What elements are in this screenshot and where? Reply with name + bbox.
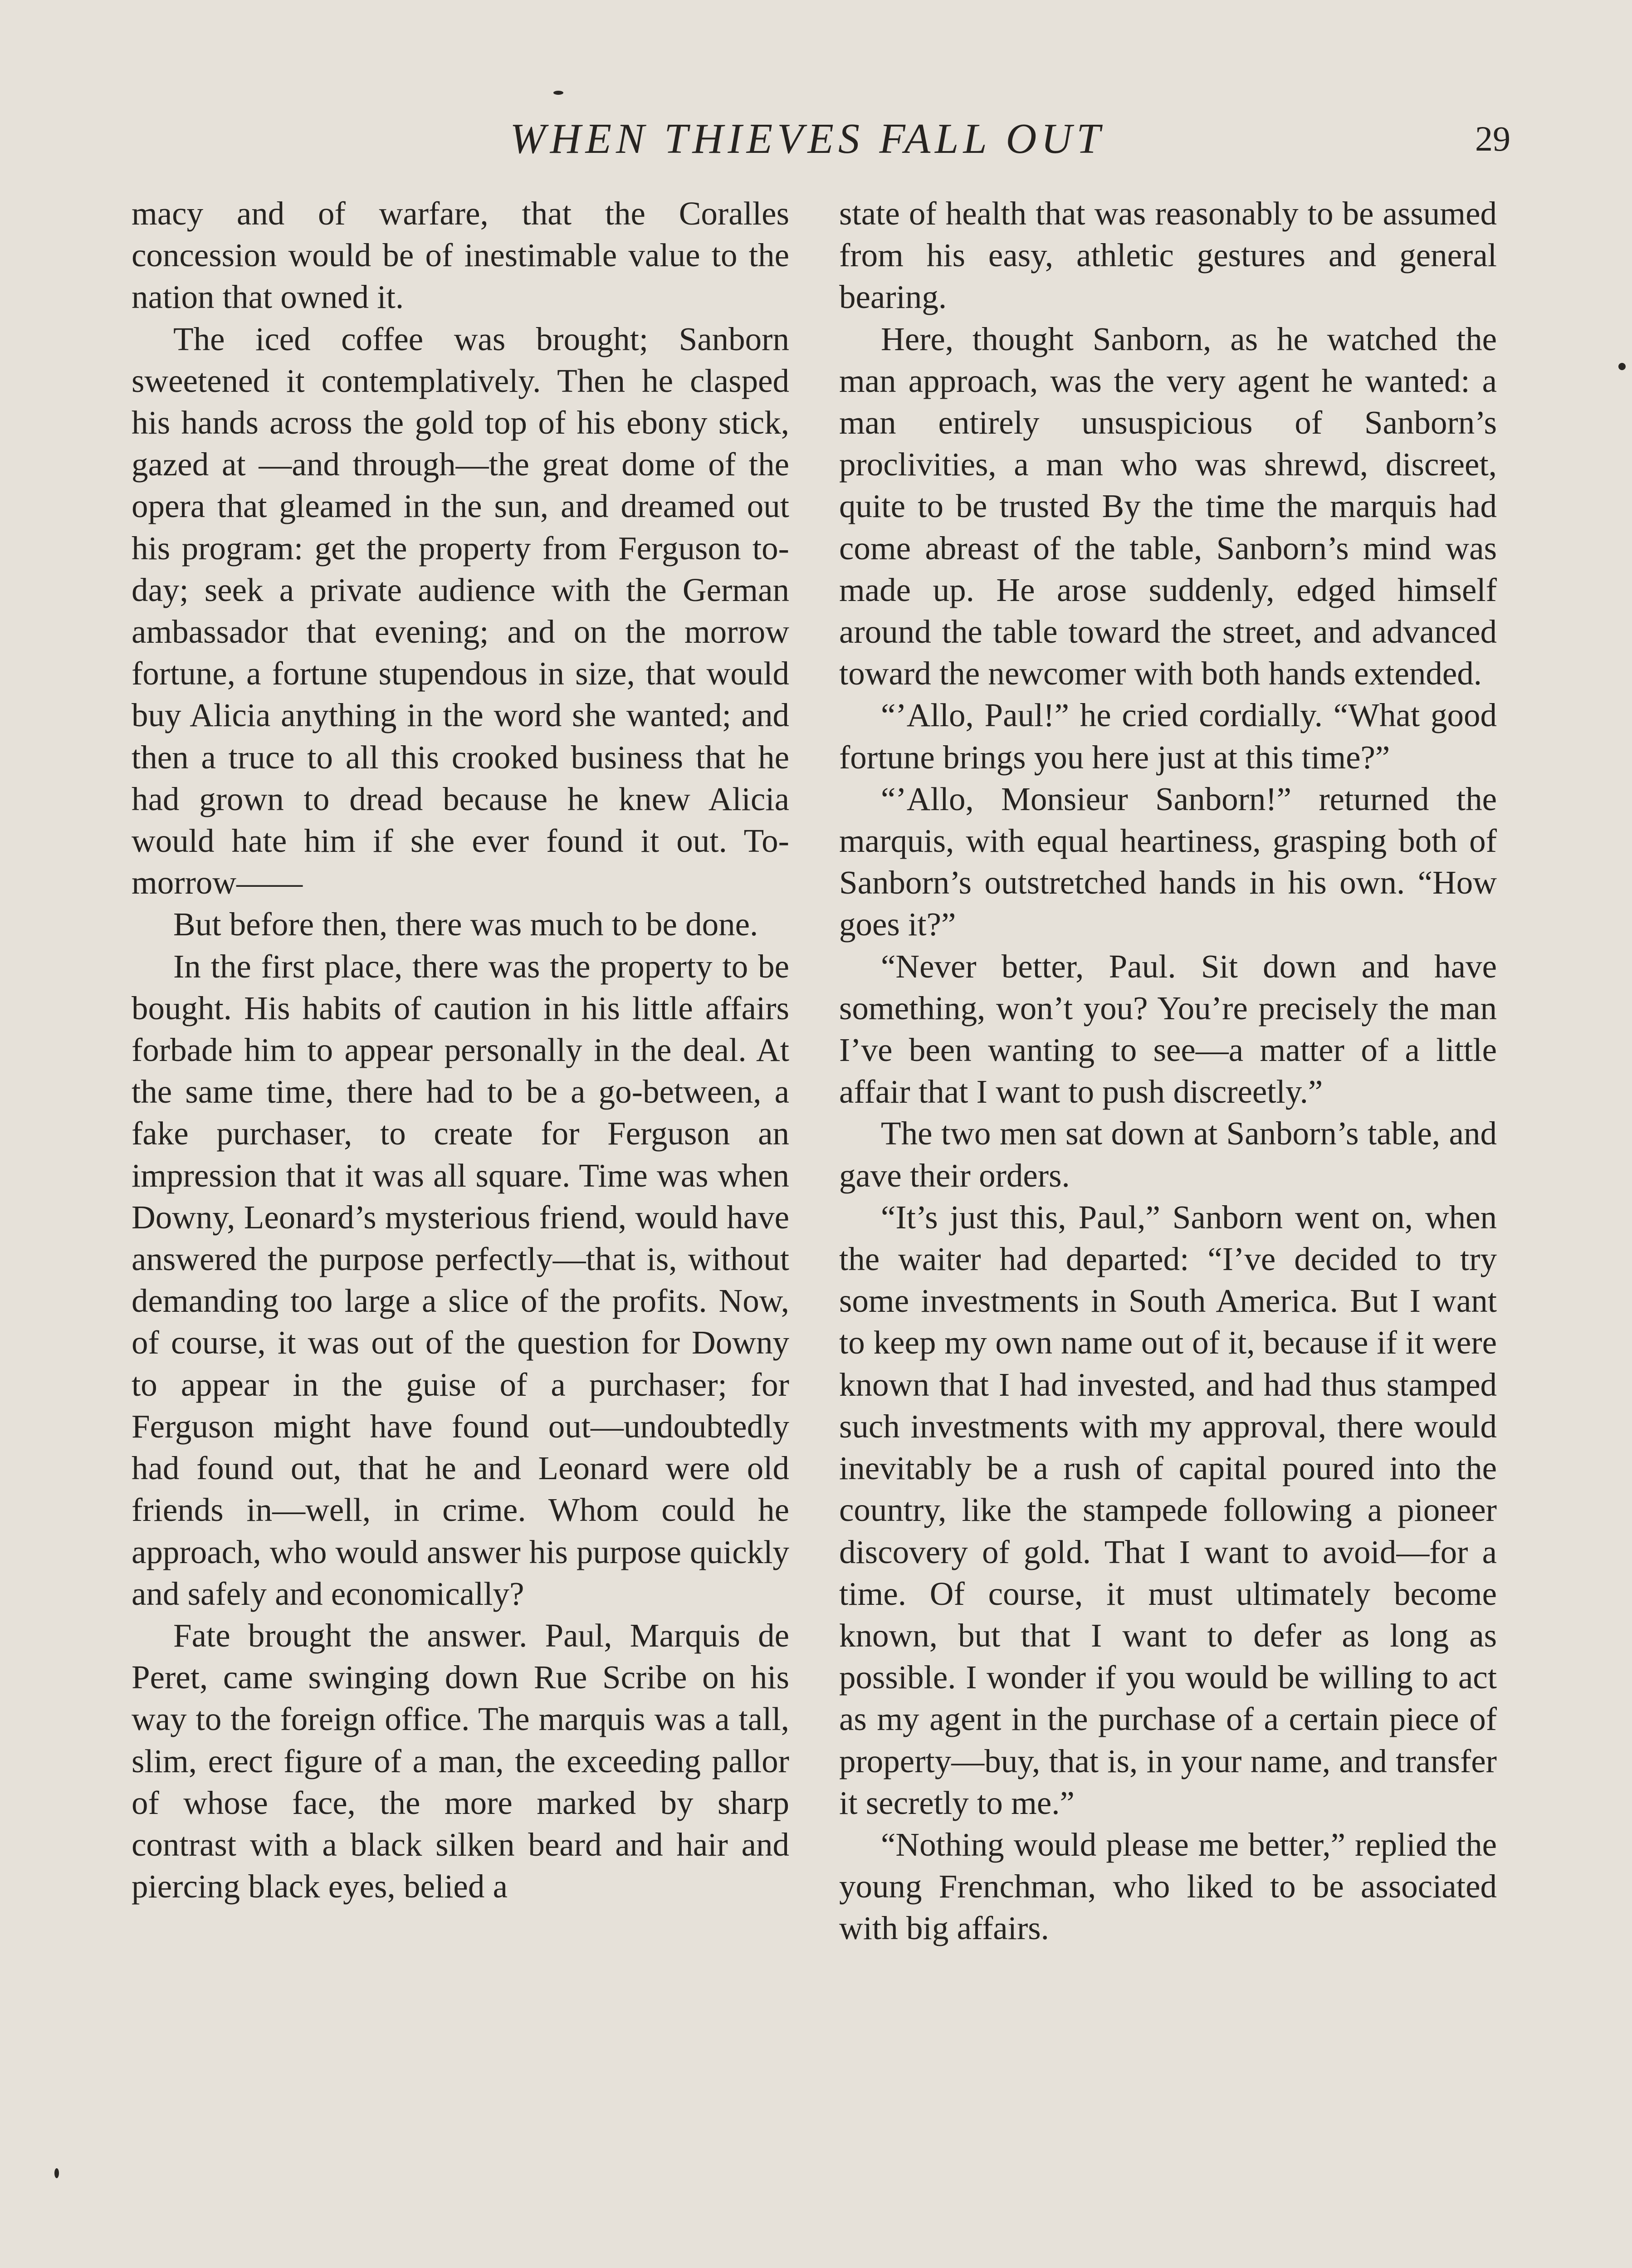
running-title: WHEN THIEVES FALL OUT — [510, 115, 1105, 162]
paragraph: “It’s just this, Paul,” Sanborn went on, when the waiter had departed: “I’ve decided to try some investments in South America. But I want to keep my own name out of it, because if it were known that I had invested, and had thus stamped such investments with my approval, there would inevitably be a rush of capital poured into the country, like the stampede following a pioneer discovery of gold. That I want to avoid—for a time. Of course, it must ultimately become known, but that I want to defer as long as possible. I wonder if you would be willing to act as my agent in the purchase of a certain piece of property—buy, that is, in your name, and transfer it secretly to me.” — [839, 1198, 1497, 1821]
ink-speck — [1618, 363, 1626, 370]
paragraph: macy and of warfare, that the Coralles concession would be of inestimable value to the nation that owned it. — [132, 195, 789, 316]
ink-speck — [553, 91, 563, 95]
right-column — [839, 193, 1497, 2268]
paragraph: “’Allo, Paul!” he cried cordially. “What good fortune brings you here just at this time?” — [839, 697, 1497, 776]
paragraph: state of health that was reasonably to be assumed from his easy, athletic gestures and general bearing. — [839, 195, 1497, 316]
paragraph: The two men sat down at Sanborn’s table, and gave their orders. — [839, 1115, 1497, 1194]
left-column — [132, 193, 789, 2268]
paragraph: In the first place, there was the property to be bought. His habits of caution in his little affairs forbade him to appear personally in the deal. At the same time, there had to be a go-between, a fake purchaser, to create for Ferguson an impression that it was all square. Time was when Downy, Leonard’s mysterious friend, would have answered the purpose perfectly—that is, without demanding too large a slice of the profits. Now, of course, it was out of the question for Downy to appear in the guise of a purchaser; for Ferguson might have found out—undoubtedly had found out, that he and Leonard were old friends in—well, in crime. Whom could he approach, who would answer his purpose quickly and safely and economically? — [132, 948, 789, 1612]
page-number: 29 — [1475, 119, 1510, 158]
paragraph: “Nothing would please me better,” replied the young Frenchman, who liked to be associated with big affairs. — [839, 1826, 1497, 1947]
paragraph: The iced coffee was brought; Sanborn sweetened it contemplatively. Then he clasped his hands across the gold top of his ebony stick, gazed at —and through—the great dome of the opera that gleamed in the sun, and dreamed out his program: get the property from Ferguson to-day; seek a private audience with the German ambassador that evening; and on the morrow fortune, a fortune stupendous in size, that would buy Alicia anything in the word she wanted; and then a truce to all this crooked business that he had grown to dread because he knew Alicia would hate him if she ever found it out. To-morrow—— — [132, 320, 789, 901]
paragraph: “’Allo, Monsieur Sanborn!” returned the marquis, with equal heartiness, grasping both of Sanborn’s outstretched hands in his own. “How goes it?” — [839, 780, 1497, 943]
paragraph: But before then, there was much to be done. — [173, 906, 758, 943]
page-header — [0, 112, 1632, 166]
ink-speck — [54, 2168, 59, 2178]
paragraph: Fate brought the answer. Paul, Marquis de Peret, came swinging down Rue Scribe on his way to the foreign office. The marquis was a tall, slim, erect figure of a man, the exceeding pallor of whose face, the more marked by sharp contrast with a black silken beard and hair and piercing black eyes, belied a — [132, 1617, 789, 1905]
paragraph: Here, thought Sanborn, as he watched the man approach, was the very agent he wanted: a man entirely unsuspicious of Sanborn’s proclivities, a man who was shrewd, discreet, quite to be trusted By the time the marquis had come abreast of the table, Sanborn’s mind was made up. He arose suddenly, edged himself around the table toward the street, and advanced toward the newcomer with both hands extended. — [839, 320, 1497, 692]
paragraph: “Never better, Paul. Sit down and have something, won’t you? You’re precisely the man I’ve been wanting to see—a matter of a little affair that I want to push discreetly.” — [839, 948, 1497, 1110]
